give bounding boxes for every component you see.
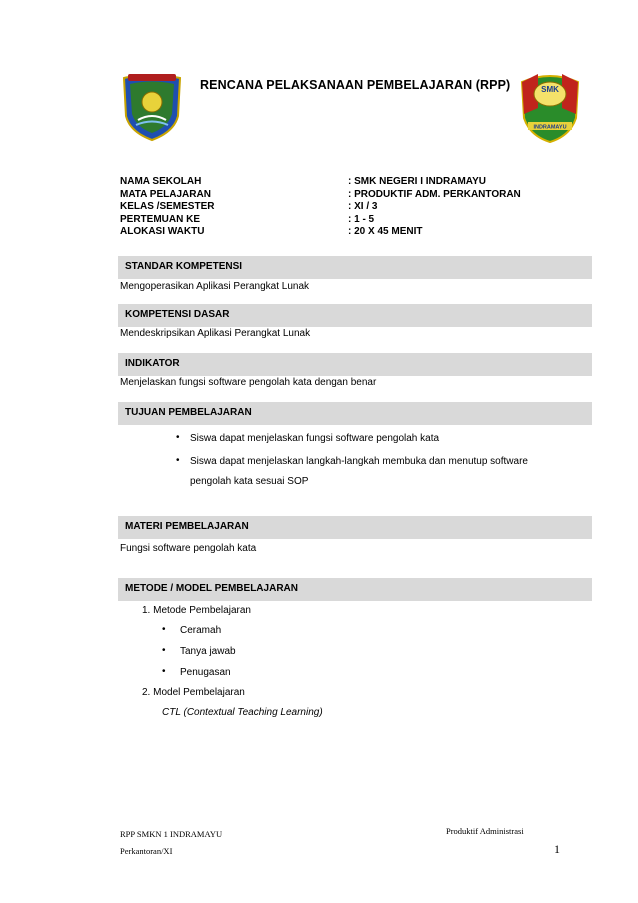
footer-line: Perkantoran/XI bbox=[120, 846, 173, 856]
info-row bbox=[120, 176, 590, 189]
numbered-item: 1. Metode Pembelajaran bbox=[142, 605, 251, 616]
info-value: : 1 - 5 bbox=[348, 213, 375, 225]
info-value: : SMK NEGERI I INDRAMAYU bbox=[348, 176, 486, 187]
standar-kompetensi-text: Mengoperasikan Aplikasi Perangkat Lunak bbox=[120, 281, 310, 292]
numbered-item: 2. Model Pembelajaran bbox=[142, 687, 245, 698]
school-info bbox=[120, 176, 590, 239]
bullet-icon: • bbox=[162, 624, 166, 635]
footer-left bbox=[120, 826, 222, 860]
bullet-icon: • bbox=[162, 666, 166, 677]
info-label: MATA PELAJARAN bbox=[120, 188, 211, 200]
standar-kompetensi-heading bbox=[118, 256, 592, 279]
info-value: : XI / 3 bbox=[348, 201, 378, 212]
info-label: PERTEMUAN KE bbox=[120, 213, 201, 225]
info-value: : PRODUKTIF ADM. PERKANTORAN bbox=[348, 188, 521, 200]
bullet-icon: • bbox=[176, 432, 180, 443]
info-label: ALOKASI WAKTU bbox=[120, 226, 205, 237]
smk-logo-text: SMK bbox=[541, 85, 559, 94]
smk-logo-band-text: INDRAMAYU bbox=[533, 124, 567, 131]
section-heading-text: METODE / MODEL PEMBELAJARAN bbox=[125, 583, 298, 594]
metode-pembelajaran-heading bbox=[118, 578, 592, 601]
materi-pembelajaran-text: Fungsi software pengolah kata bbox=[120, 543, 257, 554]
kompetensi-dasar-text: Mendeskripsikan Aplikasi Perangkat Lunak bbox=[120, 328, 311, 339]
section-heading-text: STANDAR KOMPETENSI bbox=[125, 261, 243, 272]
district-emblem-logo bbox=[118, 72, 186, 142]
info-label: KELAS /SEMESTER bbox=[120, 201, 215, 212]
info-row bbox=[120, 201, 590, 214]
info-row bbox=[120, 189, 590, 202]
section-heading-text: INDIKATOR bbox=[125, 358, 180, 369]
kompetensi-dasar-heading bbox=[118, 304, 592, 327]
section-heading-text: KOMPETENSI DASAR bbox=[125, 309, 230, 320]
list-item-continuation: pengolah kata sesuai SOP bbox=[190, 476, 309, 487]
info-value: : 20 X 45 MENIT bbox=[348, 226, 423, 237]
info-row bbox=[120, 226, 590, 239]
list-item: Tanya jawab bbox=[180, 646, 236, 657]
bullet-icon: • bbox=[162, 645, 166, 656]
section-heading-text: TUJUAN PEMBELAJARAN bbox=[125, 407, 252, 418]
tujuan-pembelajaran-heading bbox=[118, 402, 592, 425]
section-heading-text: MATERI PEMBELAJARAN bbox=[125, 521, 249, 532]
info-label: NAMA SEKOLAH bbox=[120, 176, 202, 187]
list-item: Siswa dapat menjelaskan fungsi software pengolah kata bbox=[190, 433, 440, 444]
footer-line: RPP SMKN 1 INDRAMAYU bbox=[120, 829, 223, 839]
bullet-icon: • bbox=[176, 455, 180, 466]
indikator-text: Menjelaskan fungsi software pengolah kata dengan benar bbox=[120, 377, 377, 388]
model-text: CTL (Contextual Teaching Learning) bbox=[162, 707, 323, 718]
list-item: Siswa dapat menjelaskan langkah-langkah membuka dan menutup software bbox=[190, 456, 528, 467]
smk-logo bbox=[518, 68, 582, 144]
footer-right: Produktif Administrasi bbox=[446, 826, 524, 836]
list-item: Penugasan bbox=[180, 667, 231, 678]
page-number: 1 bbox=[554, 842, 560, 856]
list-item: Ceramah bbox=[180, 625, 222, 636]
info-row bbox=[120, 214, 590, 227]
indikator-heading bbox=[118, 353, 592, 376]
page-title: RENCANA PELAKSANAAN PEMBELAJARAN (RPP) bbox=[200, 78, 511, 92]
materi-pembelajaran-heading bbox=[118, 516, 592, 539]
